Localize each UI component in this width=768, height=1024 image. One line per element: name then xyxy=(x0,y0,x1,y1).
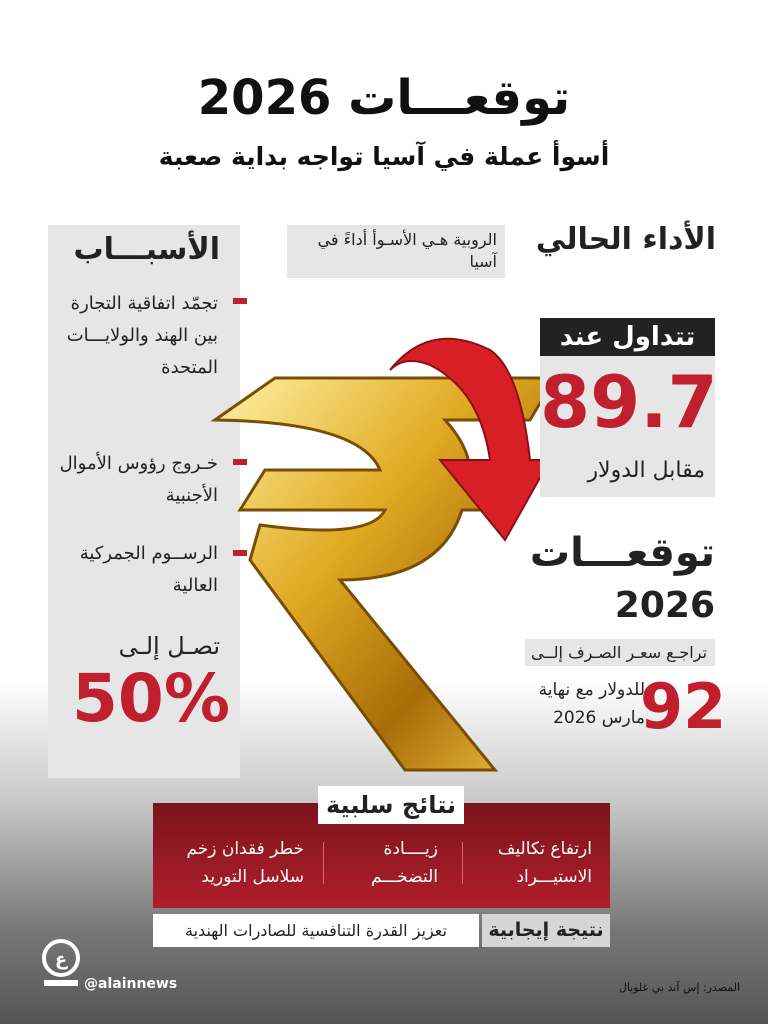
reason-item: تجمّد اتفاقية التجارة بين الهند والولايـــات المتحدة xyxy=(66,293,218,378)
negative-item-line: زيــــادة xyxy=(383,839,438,859)
negative-item xyxy=(338,835,438,891)
bullet-icon xyxy=(233,298,247,304)
reach-label: تصـل إلـى xyxy=(118,632,220,660)
source-credit: المصدر: إس آند بي غلوبال xyxy=(618,981,740,994)
reach-value: 50% xyxy=(72,660,230,737)
forecast-line1: للدولار مع نهاية xyxy=(538,680,645,700)
performance-note: الروبية هـي الأسـوأ أداءً في آسيا xyxy=(287,225,505,278)
forecast-year: 2026 xyxy=(614,585,715,626)
forecast-label: تراجـع سعـر الصـرف إلــى xyxy=(525,639,715,666)
page-title: توقعـــات 2026 xyxy=(197,70,571,126)
svg-text:ع: ع xyxy=(54,949,68,970)
reason-item: خـروج رؤوس الأموال الأجنبية xyxy=(59,453,218,506)
forecast-title: توقعـــات xyxy=(529,530,715,576)
negative-item xyxy=(462,835,592,891)
divider xyxy=(323,842,324,884)
positive-result-label: نتيجة إيجابية xyxy=(482,914,610,947)
alain-logo xyxy=(38,938,84,990)
negative-item xyxy=(164,835,304,891)
negative-results-title: نتائج سلبية xyxy=(318,786,464,824)
social-handle: @alainnews xyxy=(84,976,178,992)
positive-result-text: تعزيز القدرة التنافسية للصادرات الهندية xyxy=(153,914,479,947)
divider xyxy=(462,842,463,884)
page-subtitle: أسوأ عملة في آسيا تواجه بداية صعبة xyxy=(158,142,610,171)
reasons-title: الأسبـــاب xyxy=(73,232,220,267)
negative-item-line: ارتفاع تكاليف xyxy=(497,839,592,859)
forecast-line2: مارس 2026 xyxy=(553,708,645,728)
negative-item-line: خطر فقدان زخم xyxy=(186,839,304,859)
forecast-value: 92 xyxy=(640,670,727,743)
negative-item-line: التضخـــم xyxy=(370,867,438,887)
negative-item-line: سلاسل التوريد xyxy=(201,867,304,887)
negative-item-line: الاستيـــراد xyxy=(516,867,592,887)
trade-label: تتداول عند xyxy=(540,318,715,356)
performance-title: الأداء الحالي xyxy=(535,222,716,257)
versus-dollar: مقابل الدولار xyxy=(587,458,705,483)
current-rate: 89.7 xyxy=(540,360,718,444)
reason-item: الرســوم الجمركية العالية xyxy=(79,543,218,596)
